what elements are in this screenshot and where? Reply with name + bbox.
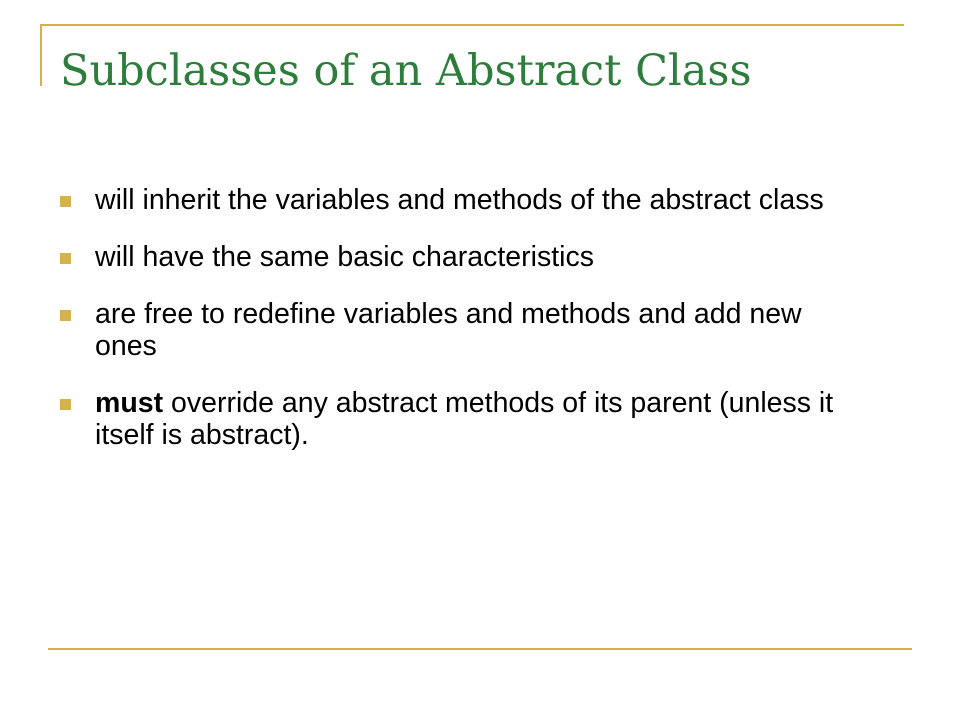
bottom-rule <box>48 648 912 650</box>
square-bullet-icon <box>60 253 71 264</box>
bullet-text: will inherit the variables and methods of the abstract class <box>95 184 824 216</box>
bullet-item <box>60 387 860 451</box>
bullet-text: are free to redefine variables and methods and add new ones <box>95 298 802 362</box>
bullet-text <box>95 387 833 451</box>
slide-title: Subclasses of an Abstract Class <box>60 46 752 96</box>
square-bullet-icon <box>60 399 71 410</box>
top-rule <box>40 24 904 26</box>
bullet-list <box>60 184 860 476</box>
bullet-item <box>60 298 860 362</box>
bullet-text: will have the same basic characteristics <box>95 241 594 273</box>
bullet-text-rest: override any abstract methods of its parent (unless it itself is abstract). <box>95 387 834 451</box>
bullet-item <box>60 241 860 273</box>
bullet-item <box>60 184 860 216</box>
square-bullet-icon <box>60 196 71 207</box>
left-rule <box>40 24 42 86</box>
square-bullet-icon <box>60 310 71 321</box>
bullet-emphasis: must <box>95 387 164 419</box>
